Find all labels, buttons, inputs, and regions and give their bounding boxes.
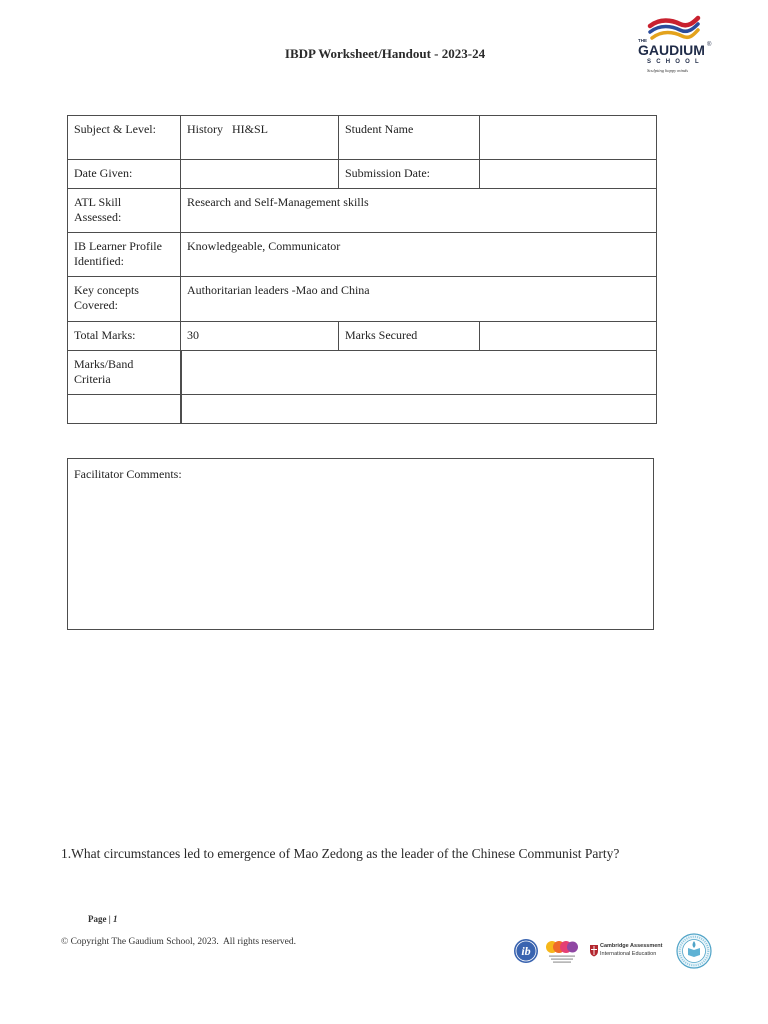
submission-date-label: Submission Date: xyxy=(339,160,480,189)
cambridge-logo xyxy=(600,943,670,959)
band-criteria-value xyxy=(181,351,657,395)
page-number-value: 1 xyxy=(112,914,118,924)
key-concepts-value: Authoritarian leaders -Mao and China xyxy=(181,277,657,322)
document-title: IBDP Worksheet/Handout - 2023-24 xyxy=(284,46,486,61)
cambridge-line-2: International Education xyxy=(600,951,657,957)
logo-the-text: THE xyxy=(638,38,647,43)
band-criteria-label: Marks/Band Criteria xyxy=(68,351,181,395)
logo-tagline: Sculpting happy minds xyxy=(647,68,688,73)
total-marks-label: Total Marks: xyxy=(68,322,181,351)
page-separator: | xyxy=(108,914,111,924)
accreditation-circles-logo-icon xyxy=(545,939,579,965)
learner-profile-value: Knowledgeable, Communicator xyxy=(181,233,657,277)
table-row-dates xyxy=(68,160,657,189)
facilitator-comments-label: Facilitator Comments: xyxy=(74,467,182,481)
logo-name-text: GAUDIUM xyxy=(638,42,705,58)
atl-skill-label: ATL Skill Assessed: xyxy=(68,189,181,233)
subject-level-label: Subject & Level: xyxy=(68,116,181,160)
facilitator-comments-box xyxy=(67,458,654,630)
copyright-notice: © Copyright The Gaudium School, 2023. All rights reserved. xyxy=(61,937,297,947)
board-seal-icon xyxy=(676,933,712,969)
marks-secured-label: Marks Secured xyxy=(339,322,480,351)
gaudium-school-logo xyxy=(634,14,718,78)
student-name-label: Student Name xyxy=(339,116,480,160)
cambridge-shield-icon xyxy=(589,944,599,957)
question-1: 1.What circumstances led to emergence of Mao Zedong as the leader of the Chinese Communist Party? xyxy=(61,846,620,861)
page-label: Page xyxy=(88,914,107,924)
date-given-label: Date Given: xyxy=(68,160,181,189)
table-row-learner-profile xyxy=(68,233,657,277)
worksheet-info-table xyxy=(67,115,657,424)
logo-school-text: SCHOOL xyxy=(647,59,704,65)
blank-label-cell xyxy=(68,395,181,424)
learner-profile-label: IB Learner Profile Identified: xyxy=(68,233,181,277)
table-row-marks xyxy=(68,322,657,351)
date-given-value xyxy=(181,160,339,189)
marks-secured-value xyxy=(480,322,657,351)
table-row-atl xyxy=(68,189,657,233)
table-row-key-concepts xyxy=(68,277,657,322)
atl-skill-value: Research and Self-Management skills xyxy=(181,189,657,233)
blank-value-cell xyxy=(181,395,657,424)
submission-date-value xyxy=(480,160,657,189)
ib-logo-text: ib xyxy=(521,944,531,958)
key-concepts-label: Key concepts Covered: xyxy=(68,277,181,322)
subject-level-value: History HI&SL xyxy=(181,116,339,160)
ib-logo-icon xyxy=(513,938,539,964)
table-row-blank xyxy=(68,395,657,424)
page-number xyxy=(88,913,117,925)
table-row-subject xyxy=(68,116,657,160)
registered-mark: ® xyxy=(707,42,712,48)
cambridge-line-1: Cambridge Assessment xyxy=(600,943,663,949)
total-marks-value: 30 xyxy=(181,322,339,351)
student-name-value xyxy=(480,116,657,160)
logo-red-stripe xyxy=(650,18,698,26)
table-row-band-criteria xyxy=(68,351,657,395)
